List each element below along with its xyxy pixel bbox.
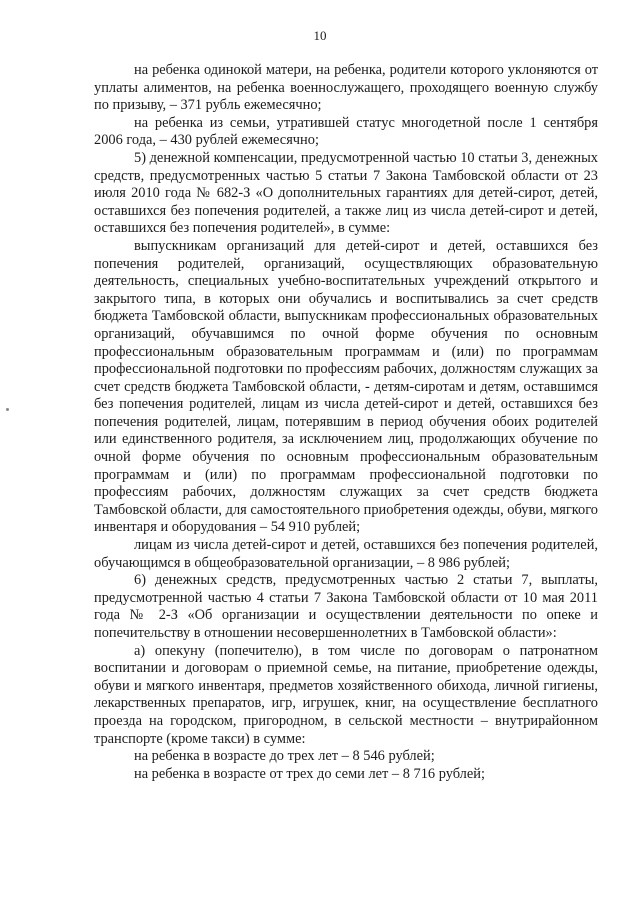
- scan-speck: [6, 408, 9, 411]
- document-body: [94, 62, 598, 783]
- paragraph-guardian: а) опекуну (попечителю), в том числе по договорам о патронатном воспитании и договорам о приемной семье, на питание, приобретение одежды, обуви и мягкого инвентаря, предметов хозяйственного обихода, личной гигиены, лекарственных препаратов, игр, игрушек, книг, на осуществление бесплатного проезда на городском, пригородном, в сельской местности – внутрирайонном транспорте (кроме такси) в сумме:: [94, 642, 598, 747]
- paragraph-single-mother: на ребенка одинокой матери, на ребенка, родители которого уклоняются от уплаты алиментов, на ребенка военнослужащего, проходящего военную службу по призыву, – 371 рубль ежемесячно;: [94, 62, 598, 114]
- paragraph-item-5: 5) денежной компенсации, предусмотренной частью 10 статьи 3, денежных средств, предусмотренных частью 5 статьи 7 Закона Тамбовской области от 23 июля 2010 года № 682-З «О дополнительных гарантиях для детей-сирот, детей, оставшихся без попечения родителей, а также лиц из числа детей-сирот и детей, оставшихся без попечения родителей», в сумме:: [94, 149, 598, 237]
- paragraph-large-family: на ребенка из семьи, утратившей статус многодетной после 1 сентября 2006 года, – 430 рублей ежемесячно;: [94, 114, 598, 149]
- paragraph-orphan-students: лицам из числа детей-сирот и детей, оставшихся без попечения родителей, обучающимся в общеобразовательной организации, – 8 986 рублей;: [94, 537, 598, 571]
- paragraph-graduates: выпускникам организаций для детей-сирот и детей, оставшихся без попечения родителей, организаций, осуществляющих образовательную деятельность, специальных учебно-воспитательных учреждений открытого и закрытого типа, в которых они обучались и воспитывались за счет средств бюджета Тамбовской области, выпускникам профессиональных образовательных организаций, обучавшимся по очной форме обучения по основным профессиональным образовательным программам и (или) по программам профессиональной подготовки по профессиям рабочих, должностям служащих за счет средств бюджета Тамбовской области, - детям-сиротам и детям, оставшимся без попечения родителей, лицам из числа детей-сирот и детей, оставшихся без попечения родителей, лицам, потерявшим в период обучения обоих родителей или единственного родителя, за исключением лиц, продолжающих обучение по очной форме обучения по основным профессиональным образовательным программам и (или) по программам профессиональной подготовки по профессиям рабочих, должностям служащих за счет средств бюджета Тамбовской области, для самостоятельного приобретения одежды, обуви, мягкого инвентаря и оборудования – 54 910 рублей;: [94, 237, 598, 536]
- page-number: 10: [313, 28, 327, 43]
- paragraph-three-to-seven: на ребенка в возрасте от трех до семи лет – 8 716 рублей;: [134, 765, 485, 782]
- paragraph-item-6: 6) денежных средств, предусмотренных частью 2 статьи 7, выплаты, предусмотренной частью 4 статьи 7 Закона Тамбовской области от 10 мая 2011 года № 2-З «Об организации и осуществлении деятельности по опеке и попечительству в отношении несовершеннолетних в Тамбовской области»:: [94, 572, 598, 641]
- paragraph-under-three: на ребенка в возрасте до трех лет – 8 546 рублей;: [134, 748, 435, 765]
